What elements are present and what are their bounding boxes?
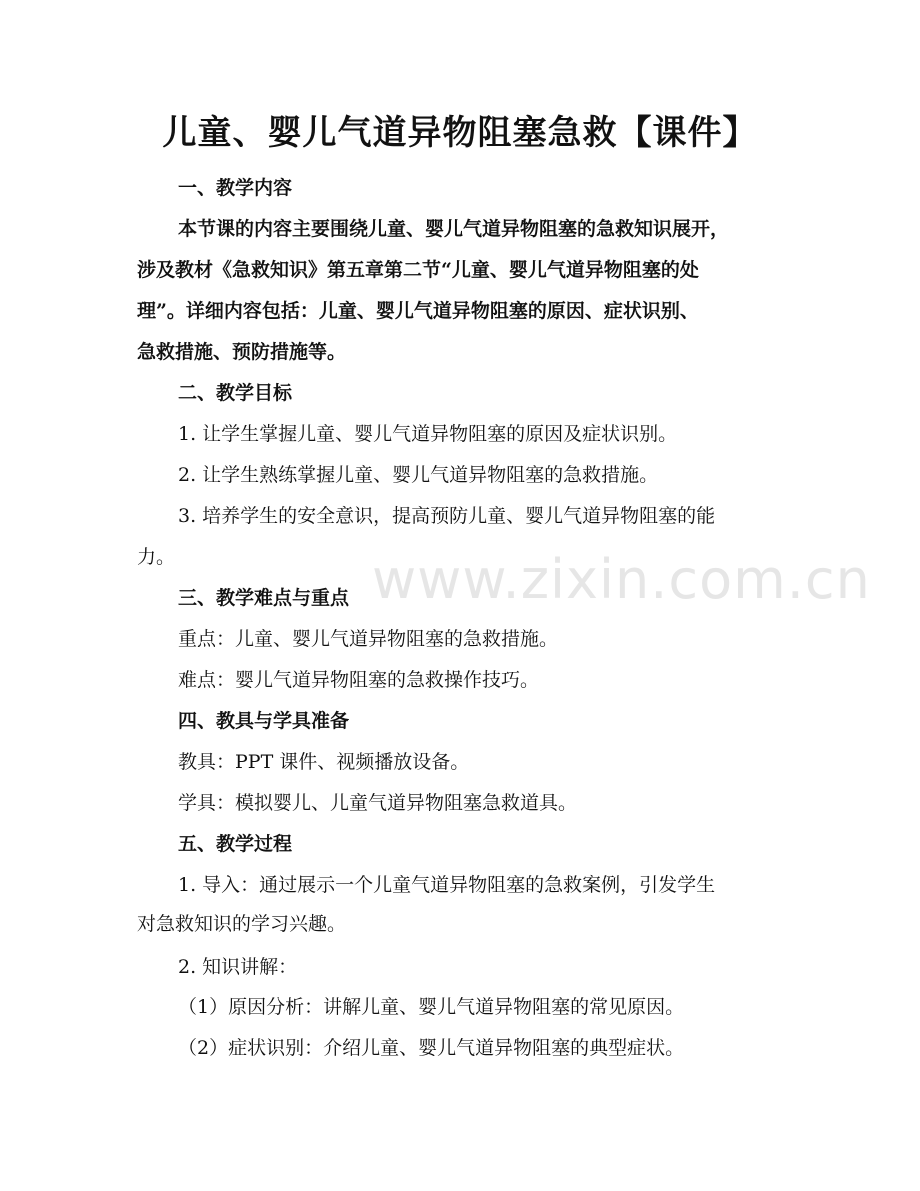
section-heading-content: 一、教学内容 bbox=[178, 177, 293, 199]
section-heading-objectives: 二、教学目标 bbox=[178, 382, 293, 404]
section-heading-process: 五、教学过程 bbox=[178, 833, 293, 855]
teaching-aids-text: 教具：PPT 课件、视频播放设备。 bbox=[178, 751, 470, 773]
process-cause-item: （1）原因分析：讲解儿童、婴儿气道异物阻塞的常见原因。 bbox=[178, 996, 685, 1018]
content-paragraph-line: 理”。详细内容包括：儿童、婴儿气道异物阻塞的原因、症状识别、 bbox=[137, 300, 699, 322]
content-paragraph-line: 本节课的内容主要围绕儿童、婴儿气道异物阻塞的急救知识展开， bbox=[178, 218, 730, 240]
process-knowledge-label: 2. 知识讲解： bbox=[178, 956, 298, 978]
key-point-text: 重点：儿童、婴儿气道异物阻塞的急救措施。 bbox=[178, 628, 559, 650]
document-title: 儿童、婴儿气道异物阻塞急救【课件】 bbox=[162, 113, 758, 153]
process-symptom-item: （2）症状识别：介绍儿童、婴儿气道异物阻塞的典型症状。 bbox=[178, 1037, 685, 1059]
section-heading-preparation: 四、教具与学具准备 bbox=[178, 710, 350, 732]
objective-item: 2. 让学生熟练掌握儿童、婴儿气道异物阻塞的急救措施。 bbox=[178, 464, 659, 486]
section-heading-difficulties: 三、教学难点与重点 bbox=[178, 587, 350, 609]
learning-aids-text: 学具：模拟婴儿、儿童气道异物阻塞急救道具。 bbox=[178, 792, 578, 814]
objective-item-continuation: 力。 bbox=[137, 546, 176, 568]
content-paragraph-line: 急救措施、预防措施等。 bbox=[137, 341, 347, 363]
process-intro-continuation: 对急救知识的学习兴趣。 bbox=[137, 913, 347, 935]
objective-item: 3. 培养学生的安全意识，提高预防儿童、婴儿气道异物阻塞的能 bbox=[178, 505, 716, 527]
content-paragraph-line: 涉及教材《急救知识》第五章第二节“儿童、婴儿气道异物阻塞的处 bbox=[137, 259, 699, 281]
objective-item: 1. 让学生掌握儿童、婴儿气道异物阻塞的原因及症状识别。 bbox=[178, 423, 678, 445]
process-intro-line: 1. 导入：通过展示一个儿童气道异物阻塞的急救案例，引发学生 bbox=[178, 874, 716, 896]
watermark: www.zixin.com.cn bbox=[372, 548, 871, 611]
difficult-point-text: 难点：婴儿气道异物阻塞的急救操作技巧。 bbox=[178, 669, 540, 691]
